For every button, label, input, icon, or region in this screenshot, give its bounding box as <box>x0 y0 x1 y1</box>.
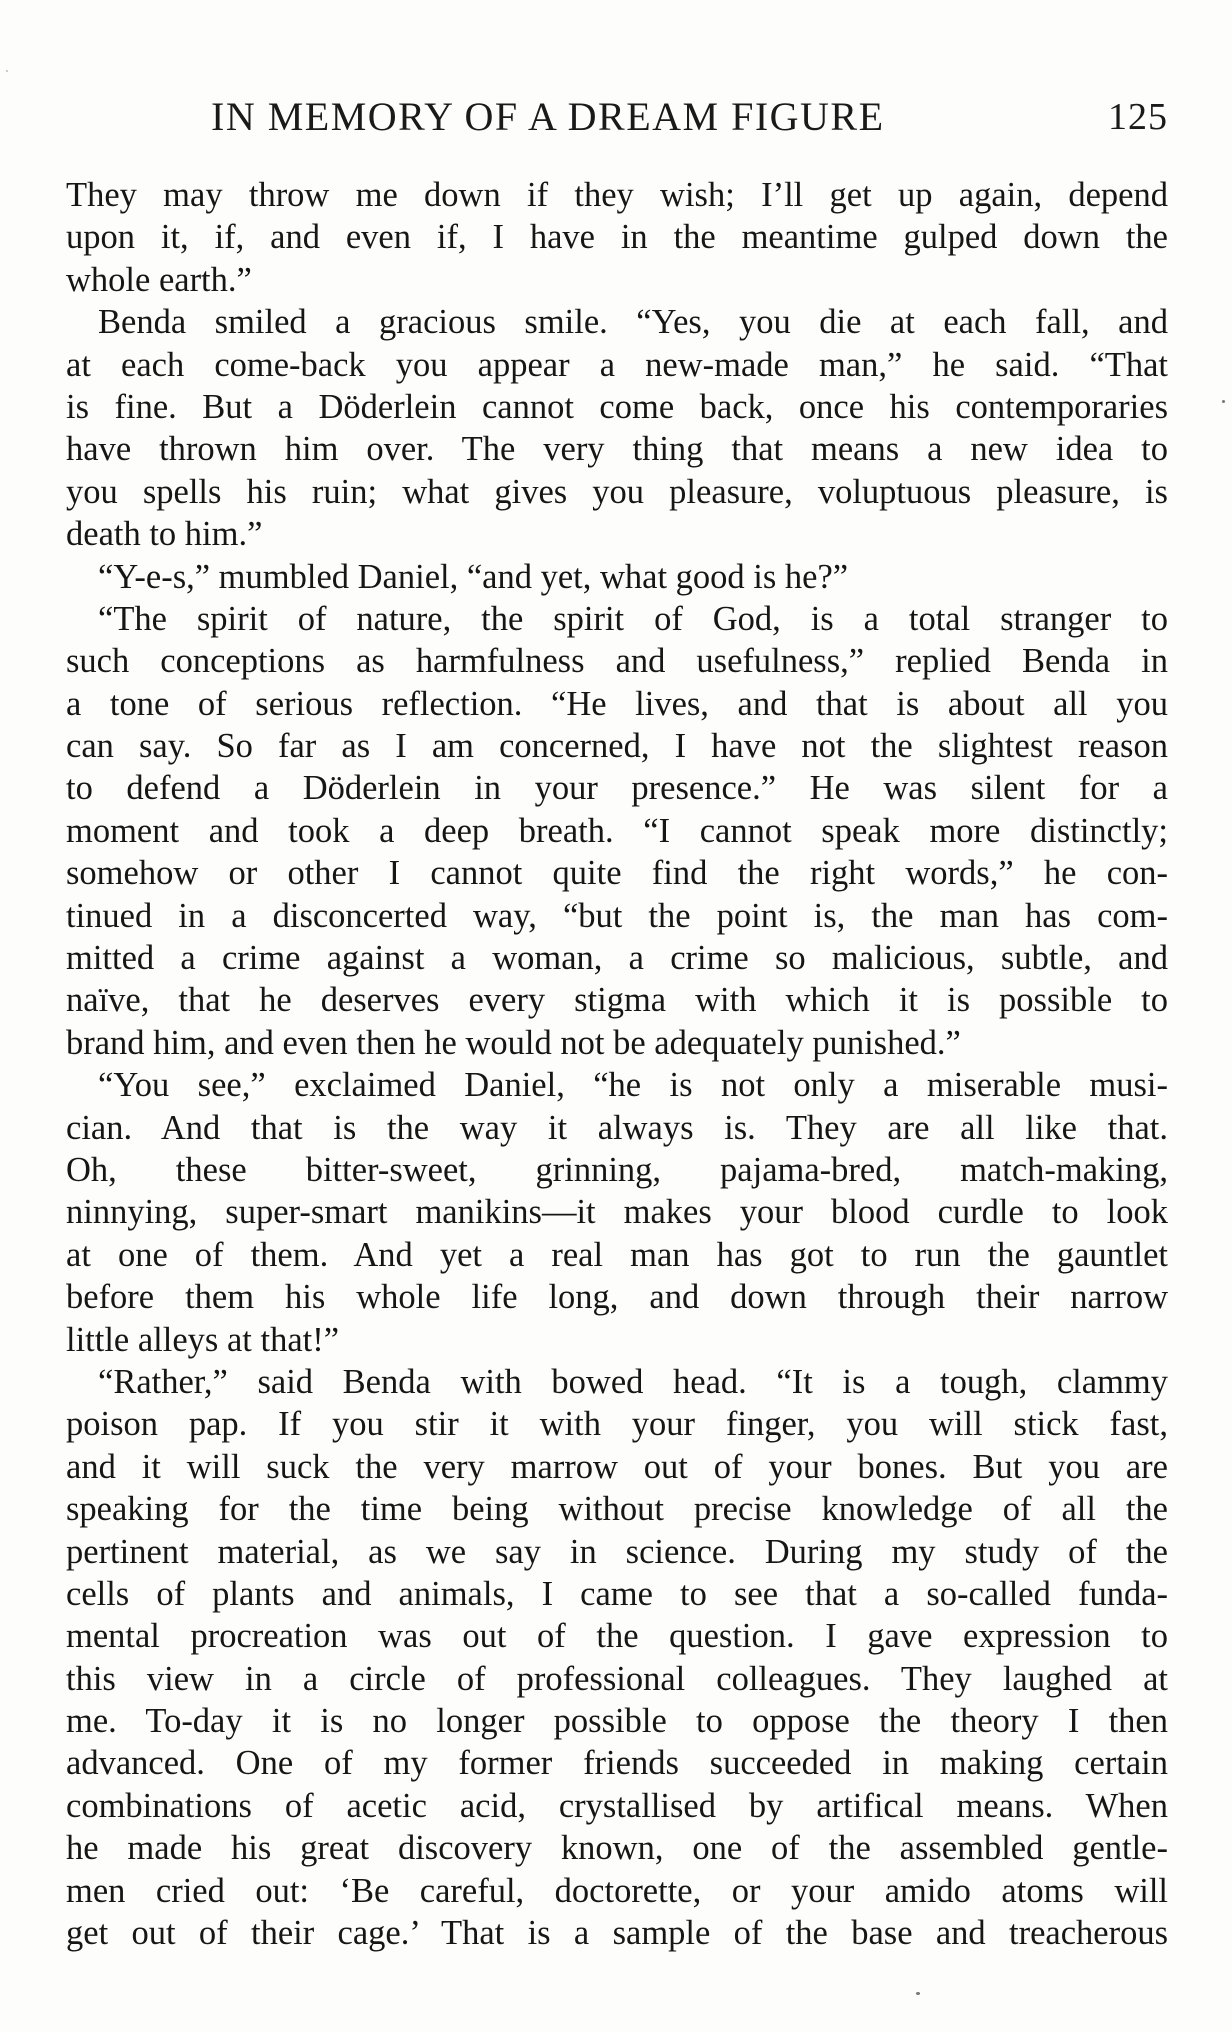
scan-speck <box>916 1992 920 1995</box>
text-line: Oh, these bitter-sweet, grinning, pajama-bred, match-making, <box>66 1150 1168 1189</box>
text-line: is fine. But a Döderlein cannot come back, once his contemporaries <box>66 387 1168 426</box>
text-line: pertinent material, as we say in science. During my study of the <box>66 1532 1168 1571</box>
text-line: cells of plants and animals, I came to see that a so-called funda- <box>66 1574 1168 1613</box>
text-line: at one of them. And yet a real man has got to run the gauntlet <box>66 1235 1168 1274</box>
text-line: little alleys at that!” <box>66 1320 340 1359</box>
text-line: you spells his ruin; what gives you pleasure, voluptuous pleasure, is <box>66 472 1168 511</box>
text-line: mental procreation was out of the question. I gave expression to <box>66 1617 1168 1656</box>
text-line: men cried out: ‘Be careful, doctorette, or your amido atoms will <box>66 1871 1168 1910</box>
text-line: speaking for the time being without precise knowledge of all the <box>66 1490 1168 1529</box>
text-line: he made his great discovery known, one of the assembled gentle- <box>66 1829 1168 1868</box>
text-line: somehow or other I cannot quite find the right words,” he con- <box>66 854 1168 893</box>
text-line: to defend a Döderlein in your presence.” He was silent for a <box>66 769 1168 808</box>
text-line: a tone of serious reflection. “He lives, and that is about all you <box>66 684 1168 723</box>
text-line: mitted a crime against a woman, a crime so malicious, subtle, and <box>66 939 1168 978</box>
text-line: naïve, that he deserves every stigma with which it is possible to <box>66 981 1168 1020</box>
text-line: They may throw me down if they wish; I’ll get up again, depend <box>66 176 1168 214</box>
text-line: and it will suck the very marrow out of your bones. But you are <box>66 1447 1168 1486</box>
body-text <box>66 174 1168 1954</box>
text-line: combinations of acetic acid, crystallised by artifical means. When <box>66 1786 1168 1825</box>
text-line: “Y-e-s,” mumbled Daniel, “and yet, what good is he?” <box>98 557 849 596</box>
text-line: such conceptions as harmfulness and usefulness,” replied Benda in <box>66 642 1168 681</box>
text-line: advanced. One of my former friends succeeded in making certain <box>66 1744 1168 1783</box>
page-header <box>66 92 1168 142</box>
text-line: “The spirit of nature, the spirit of God, is a total stranger to <box>98 599 1168 638</box>
page-number: 125 <box>1108 96 1168 138</box>
text-line: me. To-day it is no longer possible to oppose the theory I then <box>66 1702 1168 1741</box>
text-line: “Rather,” said Benda with bowed head. “It is a tough, clammy <box>98 1362 1168 1401</box>
text-line: ninnying, super-smart manikins—it makes your blood curdle to look <box>66 1193 1168 1232</box>
text-line: at each come-back you appear a new-made man,” he said. “That <box>66 345 1168 384</box>
text-line: cian. And that is the way it always is. They are all like that. <box>66 1108 1168 1147</box>
text-line: this view in a circle of professional colleagues. They laughed at <box>66 1659 1168 1698</box>
text-line: “You see,” exclaimed Daniel, “he is not only a miserable musi- <box>98 1066 1168 1105</box>
scan-speck <box>1222 400 1225 403</box>
text-line: before them his whole life long, and down through their narrow <box>66 1278 1168 1317</box>
scan-speck <box>6 70 8 72</box>
text-line: get out of their cage.’ That is a sample of the base and treacherous <box>66 1914 1168 1953</box>
text-line: brand him, and even then he would not be adequately punished.” <box>66 1023 961 1062</box>
text-line: moment and took a deep breath. “I cannot speak more distinctly; <box>66 811 1168 850</box>
text-line: have thrown him over. The very thing that means a new idea to <box>66 430 1168 469</box>
text-line: poison pap. If you stir it with your finger, you will stick fast, <box>66 1405 1168 1444</box>
text-line: upon it, if, and even if, I have in the meantime gulped down the <box>66 218 1168 257</box>
text-line: whole earth.” <box>66 260 252 299</box>
text-line: tinued in a disconcerted way, “but the point is, the man has com- <box>66 896 1168 935</box>
text-line: Benda smiled a gracious smile. “Yes, you die at each fall, and <box>98 303 1168 342</box>
running-head: IN MEMORY OF A DREAM FIGURE <box>211 94 885 139</box>
text-line: death to him.” <box>66 515 263 554</box>
text-line: can say. So far as I am concerned, I have not the slightest reason <box>66 727 1168 766</box>
